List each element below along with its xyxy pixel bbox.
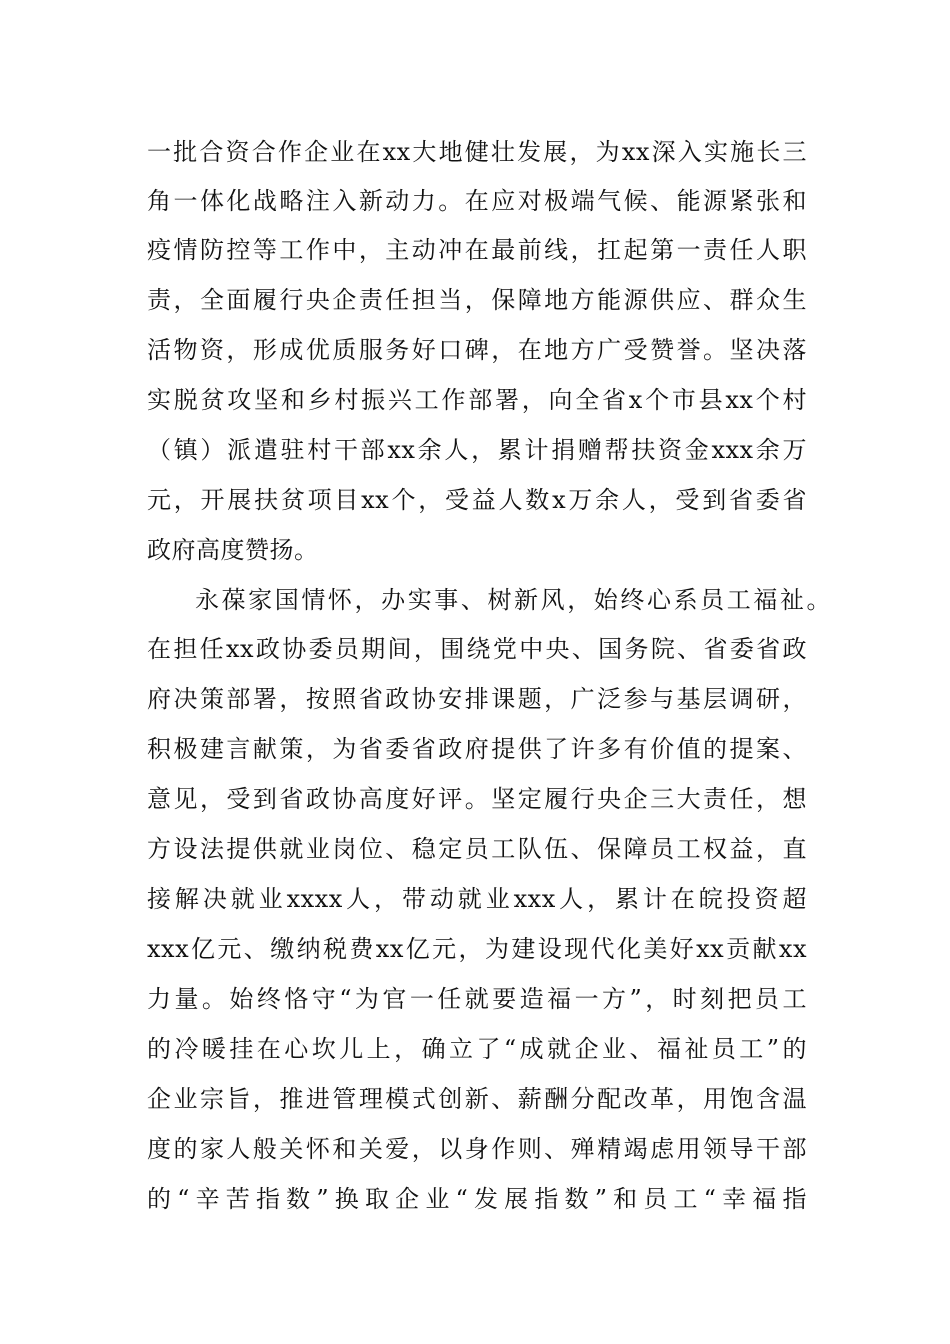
paragraph-2-line-6: 方设法提供就业岗位、稳定员工队伍、保障员工权益，直 <box>147 835 807 863</box>
paragraph-2-line-3: 府决策部署，按照省政协安排课题，广泛参与基层调研， <box>147 685 807 713</box>
paragraph-2-line-8: xxx亿元、缴纳税费xx亿元，为建设现代化美好xx贡献xx <box>147 935 807 963</box>
paragraph-2-line-7: 接解决就业xxxx人，带动就业xxx人，累计在皖投资超 <box>147 885 807 913</box>
paragraph-1-line-4: 责，全面履行央企责任担当，保障地方能源供应、群众生 <box>147 286 807 314</box>
paragraph-1-line-7: （镇）派遣驻村干部xx余人，累计捐赠帮扶资金xxx余万 <box>147 436 807 464</box>
paragraph-2-line-9: 力量。始终恪守“为官一任就要造福一方”，时刻把员工 <box>147 985 807 1013</box>
paragraph-1-line-3: 疫情防控等工作中，主动冲在最前线，扛起第一责任人职 <box>147 236 807 264</box>
paragraph-2-line-5: 意见，受到省政协高度好评。坚定履行央企三大责任，想 <box>147 785 807 813</box>
paragraph-2-line-11: 企业宗旨，推进管理模式创新、薪酬分配改革，用饱含温 <box>147 1085 807 1113</box>
paragraph-2-line-13: 的“辛苦指数”换取企业“发展指数”和员工“幸福指 <box>147 1185 807 1213</box>
paragraph-1-line-6: 实脱贫攻坚和乡村振兴工作部署，向全省x个市县xx个村 <box>147 386 807 414</box>
paragraph-1-line-5: 活物资，形成优质服务好口碑，在地方广受赞誉。坚决落 <box>147 336 807 364</box>
paragraph-2-line-10: 的冷暖挂在心坎儿上，确立了“成就企业、福祉员工”的 <box>147 1035 807 1063</box>
paragraph-1-line-9: 政府高度赞扬。 <box>147 536 319 564</box>
paragraph-1-line-1: 一批合资合作企业在xx大地健壮发展，为xx深入实施长三 <box>147 138 807 166</box>
paragraph-1-line-8: 元，开展扶贫项目xx个，受益人数x万余人，受到省委省 <box>147 486 807 514</box>
paragraph-2-line-2: 在担任xx政协委员期间，围绕党中央、国务院、省委省政 <box>147 635 807 663</box>
paragraph-2-line-1: 永葆家国情怀，办实事、树新风，始终心系员工福祉。 <box>195 586 831 614</box>
paragraph-2-line-4: 积极建言献策，为省委省政府提供了许多有价值的提案、 <box>147 735 807 763</box>
paragraph-2-line-12: 度的家人般关怀和关爱，以身作则、殚精竭虑用领导干部 <box>147 1135 807 1163</box>
paragraph-1-line-2: 角一体化战略注入新动力。在应对极端气候、能源紧张和 <box>147 187 807 215</box>
